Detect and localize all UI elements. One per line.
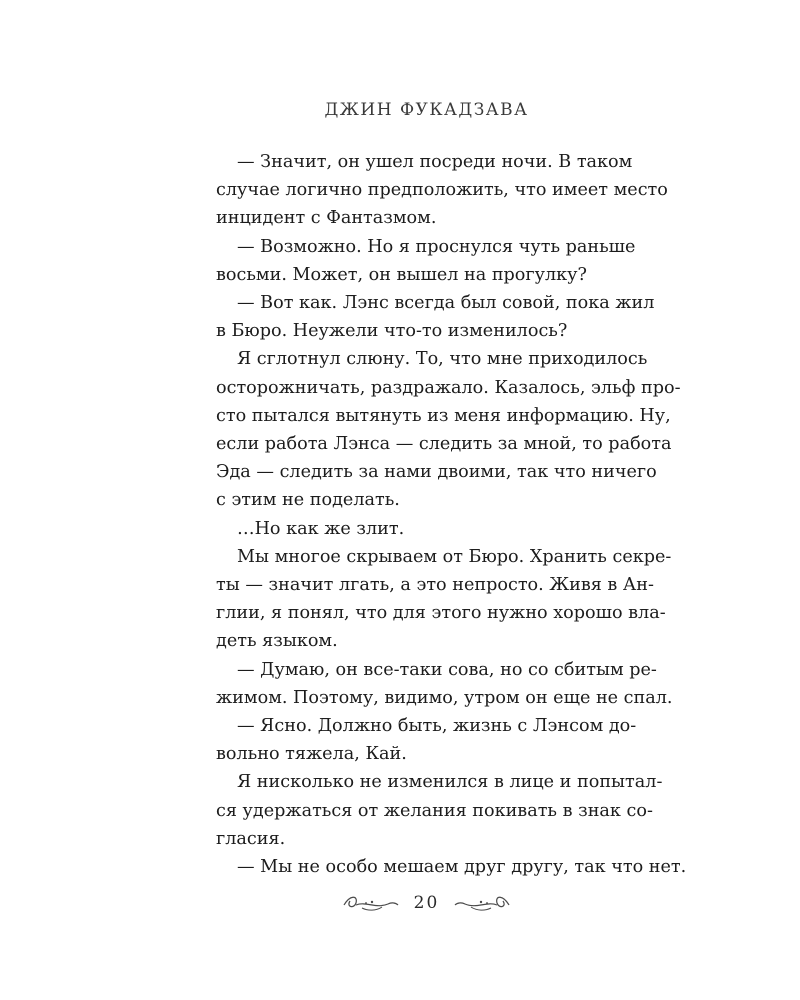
text-line: Эда — следить за нами двоими, так что ничего	[216, 462, 657, 483]
text-line: …Но как же злит.	[237, 518, 405, 539]
running-header: ДЖИН ФУКАДЗАВА	[324, 100, 529, 120]
text-line: — Думаю, он все-таки сова, но со сбитым ре-	[237, 659, 657, 680]
paragraph	[195, 853, 687, 881]
text-line: Я нисколько не изменился в лице и попытал-	[237, 772, 663, 793]
right-flourish-icon	[453, 893, 511, 913]
text-line: ся удержаться от желания покивать в знак со-	[216, 800, 653, 821]
left-flourish-icon	[342, 893, 400, 913]
page-number: 20	[413, 893, 440, 913]
text-line: ты — значит лгать, а это непросто. Живя в Ан-	[216, 575, 654, 596]
text-line: — Вот как. Лэнс всегда был совой, пока жил	[237, 293, 655, 314]
text-line: глии, я понял, что для этого нужно хорошо вла-	[216, 603, 666, 624]
paragraph	[195, 345, 681, 514]
text-line: — Значит, он ушел посреди ночи. В таком	[237, 152, 633, 172]
paragraph	[195, 656, 673, 712]
paragraph	[195, 233, 636, 289]
text-line: вольно тяжела, Кай.	[216, 744, 407, 765]
text-line: гласия.	[216, 828, 286, 849]
text-line: деть языком.	[216, 631, 338, 652]
paragraph	[195, 148, 668, 233]
paragraph	[195, 289, 655, 345]
page-footer	[0, 888, 800, 918]
paragraph	[195, 712, 637, 768]
text-line: с этим не поделать.	[216, 490, 400, 511]
text-line: — Ясно. Должно быть, жизнь с Лэнсом до-	[237, 716, 637, 737]
text-line: случае логично предположить, что имеет место	[216, 180, 668, 201]
text-line: инцидент с Фантазмом.	[216, 208, 437, 229]
text-line: если работа Лэнса — следить за мной, то работа	[216, 434, 672, 455]
text-line: сто пытался вытянуть из меня информацию. Ну,	[216, 405, 671, 426]
text-line: — Мы не особо мешаем друг другу, так что нет.	[237, 857, 687, 878]
text-line: Мы многое скрываем от Бюро. Хранить секре-	[237, 546, 672, 567]
text-line: — Возможно. Но я проснулся чуть раньше	[237, 236, 636, 257]
text-line: восьми. Может, он вышел на прогулку?	[216, 264, 587, 285]
text-line: осторожничать, раздражало. Казалось, эльф про-	[216, 377, 681, 398]
text-line: в Бюро. Неужели что-то изменилось?	[216, 321, 568, 342]
paragraph	[195, 515, 628, 543]
paragraph	[195, 543, 672, 656]
text-line: жимом. Поэтому, видимо, утром он еще не спал.	[216, 687, 673, 708]
paragraph	[195, 768, 663, 853]
body-text	[195, 148, 687, 881]
text-line: Я сглотнул слюну. То, что мне приходилось	[237, 349, 648, 370]
